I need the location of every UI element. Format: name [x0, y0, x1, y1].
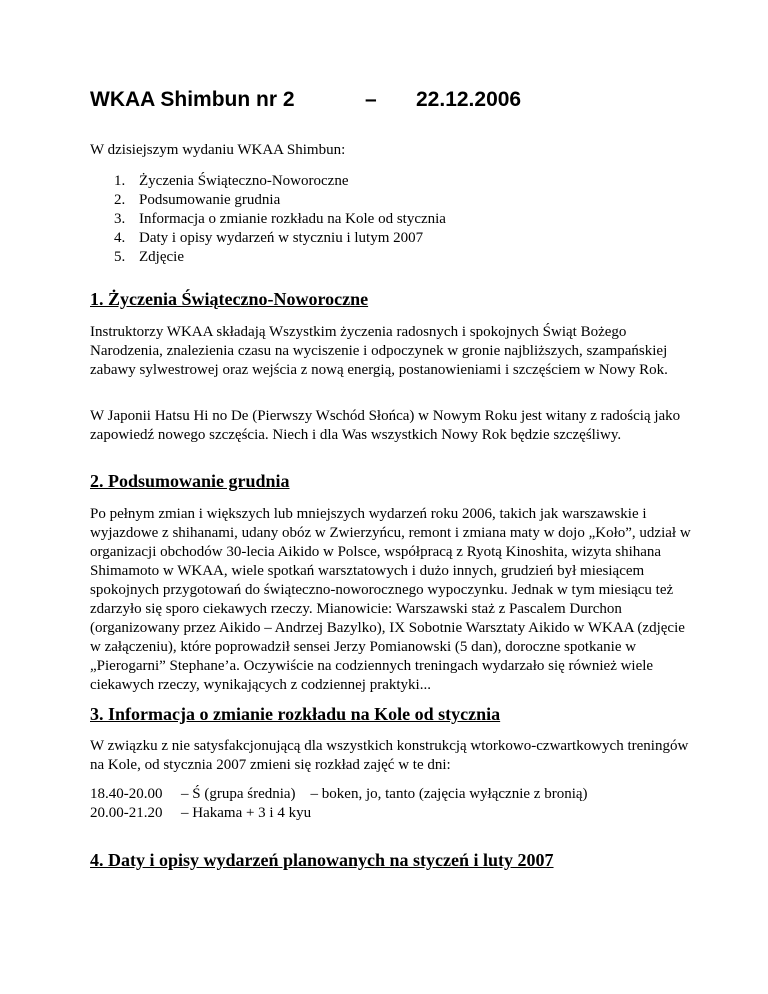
- toc-number: 4.: [114, 230, 126, 246]
- toc-text: Daty i opisy wydarzeń w styczniu i lutym 2007: [139, 230, 424, 246]
- table-of-contents: [90, 172, 446, 267]
- wishes-paragraph: Instruktorzy WKAA składają Wszystkim życzenia radosnych i spokojnych Świąt Bożego Narodzenia, znalezienia czasu na wyciszenie i odpoczynek w gronie najbliższych, szampańskiej zabawy sylwestrowej oraz wejścia z nową energią, postanowieniami i szczęściem w Nowy Rok.: [90, 324, 668, 378]
- toc-number: 1.: [114, 173, 126, 189]
- toc-item: [90, 229, 446, 248]
- header-dash: –: [365, 88, 377, 111]
- toc-number: 3.: [114, 211, 126, 227]
- toc-text: Życzenia Świąteczno-Noworoczne: [139, 173, 349, 189]
- toc-number: 2.: [114, 192, 126, 208]
- issue-date: 22.12.2006: [416, 88, 522, 111]
- toc-item: [90, 210, 446, 229]
- section-heading-december-summary: 2. Podsumowanie grudnia: [90, 471, 290, 491]
- section-heading-events: 4. Daty i opisy wydarzeń planowanych na styczeń i luty 2007: [90, 850, 554, 870]
- toc-text: Informacja o zmianie rozkładu na Kole od stycznia: [139, 211, 446, 227]
- schedule-change-paragraph: W związku z nie satysfakcjonującą dla wszystkich konstrukcją wtorkowo-czwartkowych treningów na Kole, od stycznia 2007 zmieni się rozkład zajęć w te dni:: [90, 738, 689, 773]
- newsletter-header: [90, 83, 710, 117]
- december-summary-paragraph: Po pełnym zmian i większych lub mniejszych wydarzeń roku 2006, takich jak warszawskie i wyjazdowe z shihanami, udany obóz w Zwierzyńcu, remont i zmiana maty w dojo „Koło”, udział w organizacji obchodów 30-lecia Aikido w Polsce, współpracą z Ryotą Kinoshita, wizyta shihana Shimamoto w WKAA, wiele spotkań warsztatowych i dużo innych, grudzień był miesiącem spokojnych przygotowań do świąteczno-noworocznego wypoczynku. Jednak w tym miesiącu też zdarzyło się sporo ciekawych rzeczy. Mianowicie: Warszawski staż z Pascalem Durchon (organizowany przez Aikido – Andrzej Bazylko), IX Sobotnie Warsztaty Aikido w WKAA (zdjęcie w załączeniu), które poprowadził sensei Jerzy Pomianowski (5 dan), doroczne spotkanie w „Pierogarni” Stephane’a. Oczywiście na codziennych treningach wydarzało się również wiele ciekawych rzeczy, wynikających z codziennej praktyki...: [90, 506, 691, 693]
- schedule-time: 20.00-21.20: [90, 805, 163, 821]
- schedule-time: 18.40-20.00: [90, 786, 163, 802]
- section-heading-wishes: 1. Życzenia Świąteczno-Noworoczne: [90, 289, 369, 309]
- toc-text: Podsumowanie grudnia: [139, 192, 281, 208]
- toc-item: [90, 191, 446, 210]
- newsletter-title: WKAA Shimbun nr 2: [90, 88, 295, 111]
- schedule-description: – Ś (grupa średnia) – boken, jo, tanto (zajęcia wyłącznie z bronią): [181, 786, 588, 802]
- toc-text: Zdjęcie: [139, 249, 184, 265]
- toc-item: [90, 248, 446, 267]
- schedule-description: – Hakama + 3 i 4 kyu: [181, 805, 312, 821]
- intro-text: W dzisiejszym wydaniu WKAA Shimbun:: [90, 142, 346, 158]
- toc-number: 5.: [114, 249, 126, 265]
- japan-paragraph: W Japonii Hatsu Hi no De (Pierwszy Wschód Słońca) w Nowym Roku jest witany z radością jako zapowiedź nowego szczęścia. Niech i dla Was wszystkich Nowy Rok będzie szczęśliwy.: [90, 408, 681, 443]
- toc-item: [90, 172, 446, 191]
- section-heading-schedule-change: 3. Informacja o zmianie rozkładu na Kole od stycznia: [90, 704, 501, 724]
